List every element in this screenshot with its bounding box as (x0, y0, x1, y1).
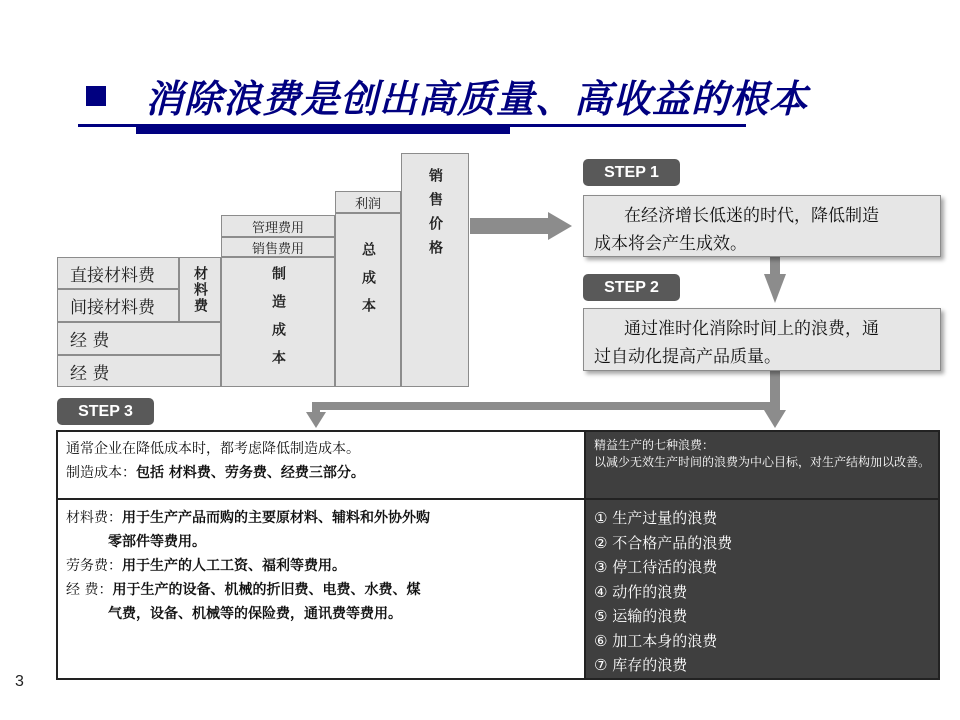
manufacturing-cost-label: 制造成本 (270, 266, 286, 378)
page-number: 3 (15, 673, 24, 690)
step2-badge: STEP 2 (583, 274, 680, 301)
material-text-b: 零部件等费用。 (108, 534, 206, 550)
cost-intro-cell (56, 430, 586, 500)
waste-item: ② 不合格产品的浪费 (594, 533, 733, 552)
down-arrow-1-head (764, 274, 786, 303)
expense-cell-2: 经 费 (57, 355, 221, 387)
sales-fee-cell: 销售费用 (221, 237, 335, 257)
cost-intro-line2-bold: 包括 材料费、劳务费、经费三部分。 (136, 465, 365, 481)
expense-label: 经 费： (66, 582, 113, 598)
step1-box (583, 195, 941, 257)
step2-text-b: 过自动化提高产品质量。 (594, 347, 781, 367)
down-arrow-2-head (764, 410, 786, 428)
down-arrow-1 (770, 256, 780, 276)
page-title: 消除浪费是创出高质量、高收益的根本 (145, 77, 809, 121)
lean-desc: 以减少无效生产时间的浪费为中心目标，对生产结构加以改善。 (594, 455, 931, 469)
expense-line (66, 578, 576, 602)
profit-cell: 利润 (335, 191, 401, 213)
material-line (66, 506, 576, 530)
horizontal-connector (312, 402, 780, 410)
waste-item: ⑥ 加工本身的浪费 (594, 631, 718, 650)
cost-intro-line2-label: 制造成本： (66, 465, 136, 481)
cost-detail-cell (56, 498, 586, 680)
expense-text-b: 气费，设备、机械等的保险费，通讯费等费用。 (108, 606, 402, 622)
waste-item: ⑤ 运输的浪费 (594, 607, 688, 625)
step1-badge: STEP 1 (583, 159, 680, 186)
lean-title: 精益生产的七种浪费： (594, 438, 715, 452)
material-text-a: 用于生产产品而购的主要原材料、辅料和外协外购 (122, 510, 430, 526)
expense-cell-1: 经 费 (57, 322, 221, 355)
step2-box (583, 308, 941, 371)
labor-label: 劳务费： (66, 558, 122, 574)
waste-item: ⑦ 库存的浪费 (594, 656, 688, 674)
waste-list-cell (584, 498, 940, 680)
waste-item: ③ 停工待活的浪费 (594, 558, 718, 576)
labor-text: 用于生产的人工工资、福利等费用。 (122, 558, 346, 574)
expense-line-2 (66, 602, 576, 626)
cost-intro-line2 (66, 461, 576, 485)
step2-text-a: 通过准时化消除时间上的浪费，通 (624, 319, 879, 339)
step3-badge: STEP 3 (57, 398, 154, 425)
step1-text-a: 在经济增长低迷的时代，降低制造 (624, 206, 879, 226)
total-cost-label: 总成本 (360, 242, 376, 326)
lean-intro-cell (584, 430, 940, 500)
direct-material-cell: 直接材料费 (57, 257, 179, 289)
material-label: 材料费： (66, 510, 122, 526)
management-fee-cell: 管理费用 (221, 215, 335, 237)
waste-item: ④ 动作的浪费 (594, 582, 688, 601)
material-fee-label: 材料费 (192, 265, 208, 314)
down-arrow-3-head (306, 412, 326, 428)
sales-price-label: 销售价格 (427, 168, 443, 264)
cost-intro-line1: 通常企业在降低成本时，都考虑降低制造成本。 (66, 441, 360, 457)
right-arrow (470, 212, 572, 240)
step1-text-b: 成本将会产生成效。 (594, 234, 747, 254)
waste-item: ① 生产过量的浪费 (594, 509, 718, 527)
indirect-material-cell: 间接材料费 (57, 289, 179, 322)
expense-text-a: 用于生产的设备、机械的折旧费、电费、水费、煤 (112, 582, 421, 598)
labor-line (66, 554, 576, 578)
material-line-2 (66, 530, 576, 554)
